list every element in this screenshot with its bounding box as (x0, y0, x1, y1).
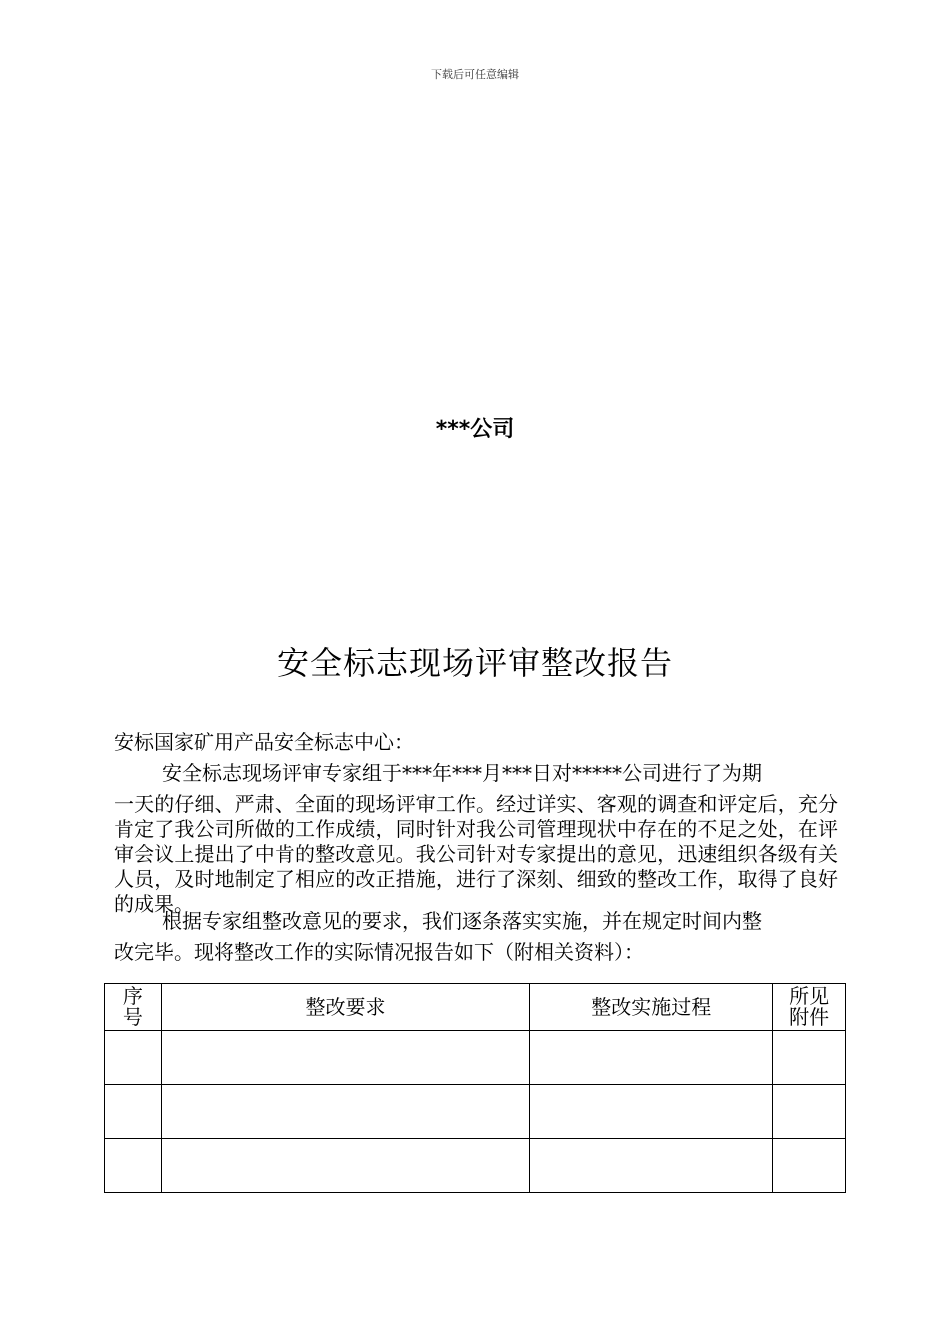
table-row (105, 1031, 846, 1085)
cell-requirement[interactable] (161, 1031, 529, 1085)
header-note: 下载后可任意编辑 (431, 68, 519, 81)
cell-process[interactable] (530, 1085, 773, 1139)
table-row (105, 1085, 846, 1139)
cell-attachment[interactable] (773, 1139, 846, 1193)
paragraph-report (114, 909, 838, 965)
paragraph-intro-body: 一天的仔细、严肃、全面的现场评审工作。经过详实、客观的调查和评定后，充分肯定了我公司所做的工作成绩，同时针对我公司管理现状中存在的不足之处，在评审会议上提出了中肯的整改意见。我公司针对专家提出的意见，迅速组织各级有关人员，及时地制定了相应的改正措施，进行了深刻、细致的整改工作，取得了良好的成果。 (114, 792, 838, 916)
cell-serial-number[interactable] (105, 1085, 162, 1139)
cell-attachment[interactable] (773, 1085, 846, 1139)
cell-requirement[interactable] (161, 1085, 529, 1139)
header-process: 整改实施过程 (530, 984, 773, 1031)
header-serial-number-line2: 号 (122, 1005, 143, 1029)
paragraph-intro (114, 761, 838, 917)
header-attachment-line2: 附件 (789, 1005, 830, 1029)
rectification-table (104, 983, 846, 1193)
cell-serial-number[interactable] (105, 1139, 162, 1193)
report-title: 安全标志现场评审整改报告 (276, 644, 673, 682)
cell-attachment[interactable] (773, 1031, 846, 1085)
company-name: ***公司 (435, 417, 515, 442)
cell-serial-number[interactable] (105, 1031, 162, 1085)
header-serial-number-line1: 序 (122, 984, 143, 1008)
cell-process[interactable] (530, 1031, 773, 1085)
cell-process[interactable] (530, 1139, 773, 1193)
header-attachment-line1: 所见 (789, 984, 830, 1008)
paragraph-report-first-line: 根据专家组整改意见的要求，我们逐条落实实施，并在规定时间内整 (162, 909, 762, 933)
header-requirement: 整改要求 (161, 984, 529, 1031)
paragraph-intro-first-line: 安全标志现场评审专家组于***年***月***日对*****公司进行了为期 (162, 761, 762, 785)
table-row (105, 1139, 846, 1193)
addressee-line: 安标国家矿用产品安全标志中心： (114, 730, 414, 754)
header-attachment (773, 984, 846, 1031)
cell-requirement[interactable] (161, 1139, 529, 1193)
header-serial-number (105, 984, 162, 1031)
table-header-row (105, 984, 846, 1031)
paragraph-report-body: 改完毕。现将整改工作的实际情况报告如下（附相关资料）： (114, 940, 644, 964)
